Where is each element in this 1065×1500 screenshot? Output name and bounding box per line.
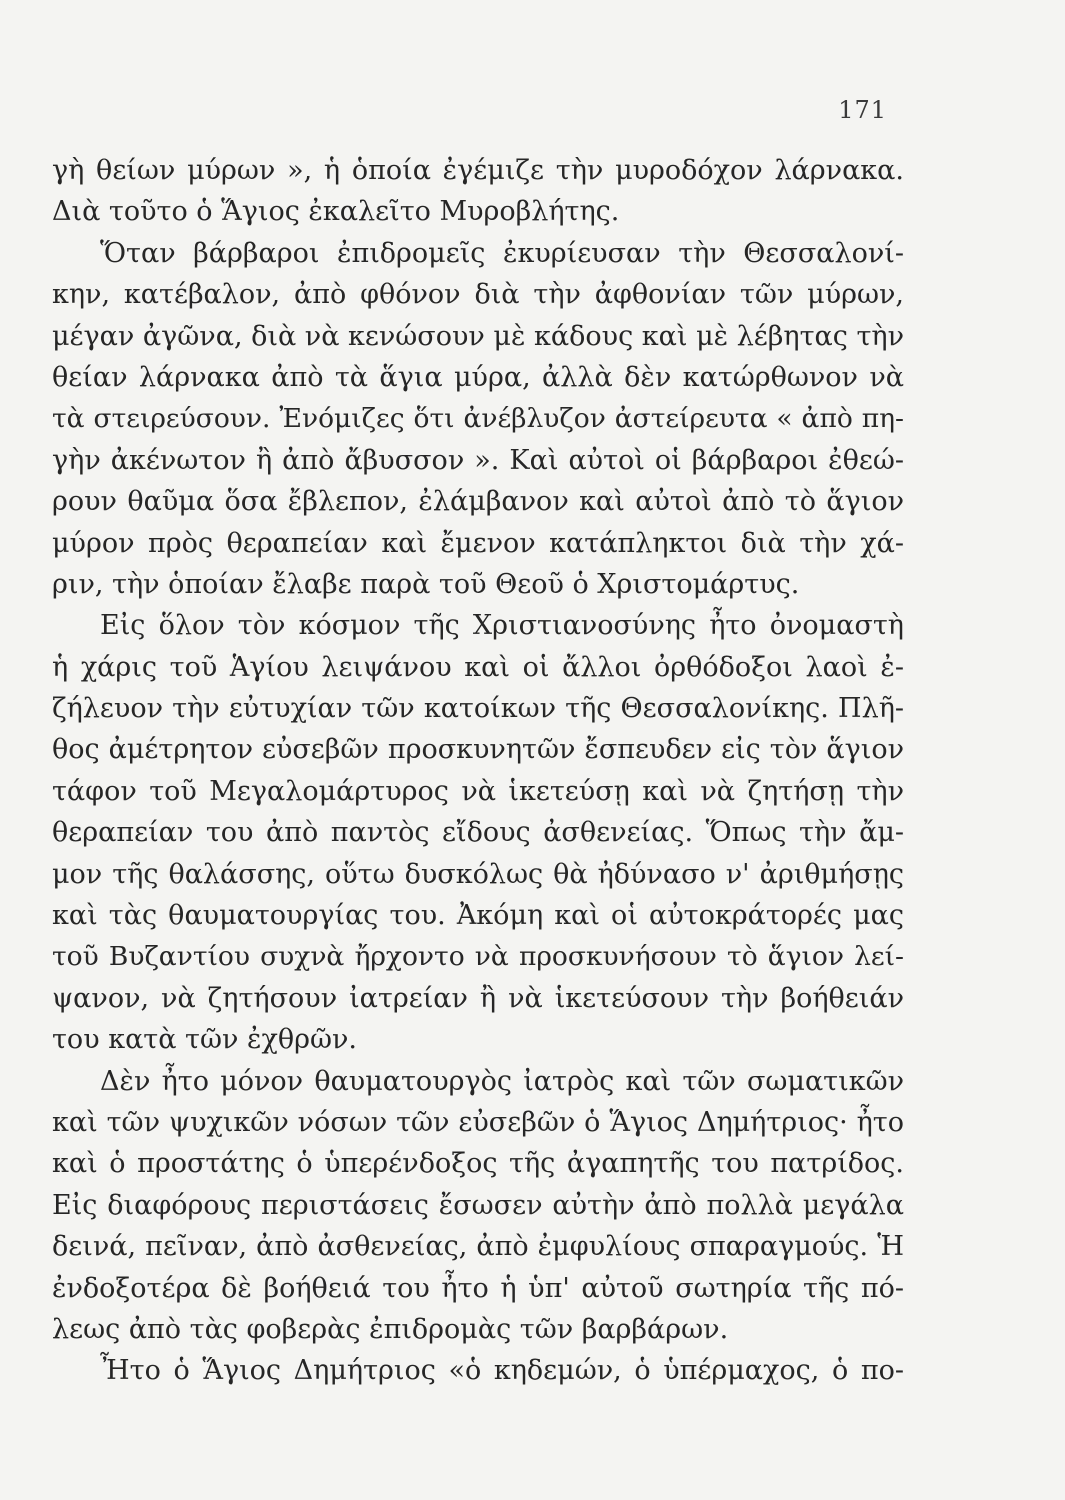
page-number: 171 [838,96,887,124]
text-line: μον τῆς θαλάσσης, οὕτω δυσκόλως θὰ ἠδύνασο ν' ἀριθμήσῃς [52,858,904,890]
text-line: τοῦ Βυζαντίου συχνὰ ἤρχοντο νὰ προσκυνήσουν τὸ ἅγιον λεί- [52,941,904,973]
text-line: ἡ χάρις τοῦ Ἁγίου λειψάνου καὶ οἱ ἄλλοι ὀρθόδοξοι λαοὶ ἐ- [52,651,904,683]
text-line: Εἰς διαφόρους περιστάσεις ἔσωσεν αὐτὴν ἀπὸ πολλὰ μεγάλα [52,1189,904,1221]
text-line: ριν, τὴν ὁποίαν ἔλαβε παρὰ τοῦ Θεοῦ ὁ Χριστομάρτυς. [52,568,800,600]
text-line: τὰ στειρεύσουν. Ἐνόμιζες ὅτι ἀνέβλυζον ἀστείρευτα « ἀπὸ πη- [52,403,904,435]
text-line: δεινά, πεῖναν, ἀπὸ ἀσθενείας, ἀπὸ ἐμφυλίους σπαραγμούς. Ἡ [52,1231,904,1263]
text-line: ψανον, νὰ ζητήσουν ἰατρείαν ἢ νὰ ἱκετεύσουν τὴν βοήθειάν [52,982,904,1014]
text-line: θεραπείαν του ἀπὸ παντὸς εἴδους ἀσθενείας. Ὅπως τὴν ἄμ- [52,817,904,849]
text-line: ζήλευον τὴν εὐτυχίαν τῶν κατοίκων τῆς Θεσσαλονίκης. Πλῆ- [52,693,904,725]
text-line: γὴ θείων μύρων », ἡ ὁποία ἐγέμιζε τὴν μυροδόχον λάρνακα. [52,155,904,186]
text-line: καὶ τῶν ψυχικῶν νόσων τῶν εὐσεβῶν ὁ Ἅγιος Δημήτριος· ἦτο [52,1106,904,1138]
text-line: ρουν θαῦμα ὅσα ἔβλεπον, ἐλάμβανον καὶ αὐτοὶ ἀπὸ τὸ ἅγιον [52,486,904,518]
text-line: Διὰ τοῦτο ὁ Ἅγιος ἐκαλεῖτο Μυροβλήτης. [52,196,620,228]
text-line: Ἦτο ὁ Ἅγιος Δημήτριος «ὁ κηδεμών, ὁ ὑπέρμαχος, ὁ πο- [100,1355,904,1387]
text-line: του κατὰ τῶν ἐχθρῶν. [52,1024,357,1056]
text-line: γὴν ἀκένωτον ἢ ἀπὸ ἄβυσσον ». Καὶ αὐτοὶ οἱ βάρβαροι ἐθεώ- [52,444,904,476]
text-line: τάφον τοῦ Μεγαλομάρτυρος νὰ ἱκετεύσῃ καὶ νὰ ζητήσῃ τὴν [52,775,904,807]
text-line: θος ἀμέτρητον εὐσεβῶν προσκυνητῶν ἔσπευδεν εἰς τὸν ἅγιον [52,734,904,766]
text-line: Ὅταν βάρβαροι ἐπιδρομεῖς ἐκυρίευσαν τὴν Θεσσαλονί- [100,237,904,269]
text-line: λεως ἀπὸ τὰς φοβερὰς ἐπιδρομὰς τῶν βαρβάρων. [52,1313,729,1345]
text-line: καὶ ὁ προστάτης ὁ ὑπερένδοξος τῆς ἀγαπητῆς του πατρίδος. [52,1148,904,1180]
text-line: θείαν λάρνακα ἀπὸ τὰ ἅγια μύρα, ἀλλὰ δὲν κατώρθωνον νὰ [52,361,904,393]
text-line: κην, κατέβαλον, ἀπὸ φθόνον διὰ τὴν ἀφθονίαν τῶν μύρων, [52,279,904,311]
text-line: ἐνδοξοτέρα δὲ βοήθειά του ἦτο ἡ ὑπ' αὐτοῦ σωτηρία τῆς πό- [52,1272,904,1304]
body-text [52,150,904,1392]
text-line: Δὲν ἦτο μόνον θαυματουργὸς ἰατρὸς καὶ τῶν σωματικῶν [100,1065,904,1097]
text-line: καὶ τὰς θαυματουργίας του. Ἀκόμη καὶ οἱ αὐτοκράτορές μας [52,900,904,932]
text-line: Εἰς ὅλον τὸν κόσμον τῆς Χριστιανοσύνης ἦτο ὀνομαστὴ [100,610,904,642]
text-line: μέγαν ἀγῶνα, διὰ νὰ κενώσουν μὲ κάδους καὶ μὲ λέβητας τὴν [52,320,904,352]
text-line: μύρον πρὸς θεραπείαν καὶ ἔμενον κατάπληκτοι διὰ τὴν χά- [52,527,904,559]
